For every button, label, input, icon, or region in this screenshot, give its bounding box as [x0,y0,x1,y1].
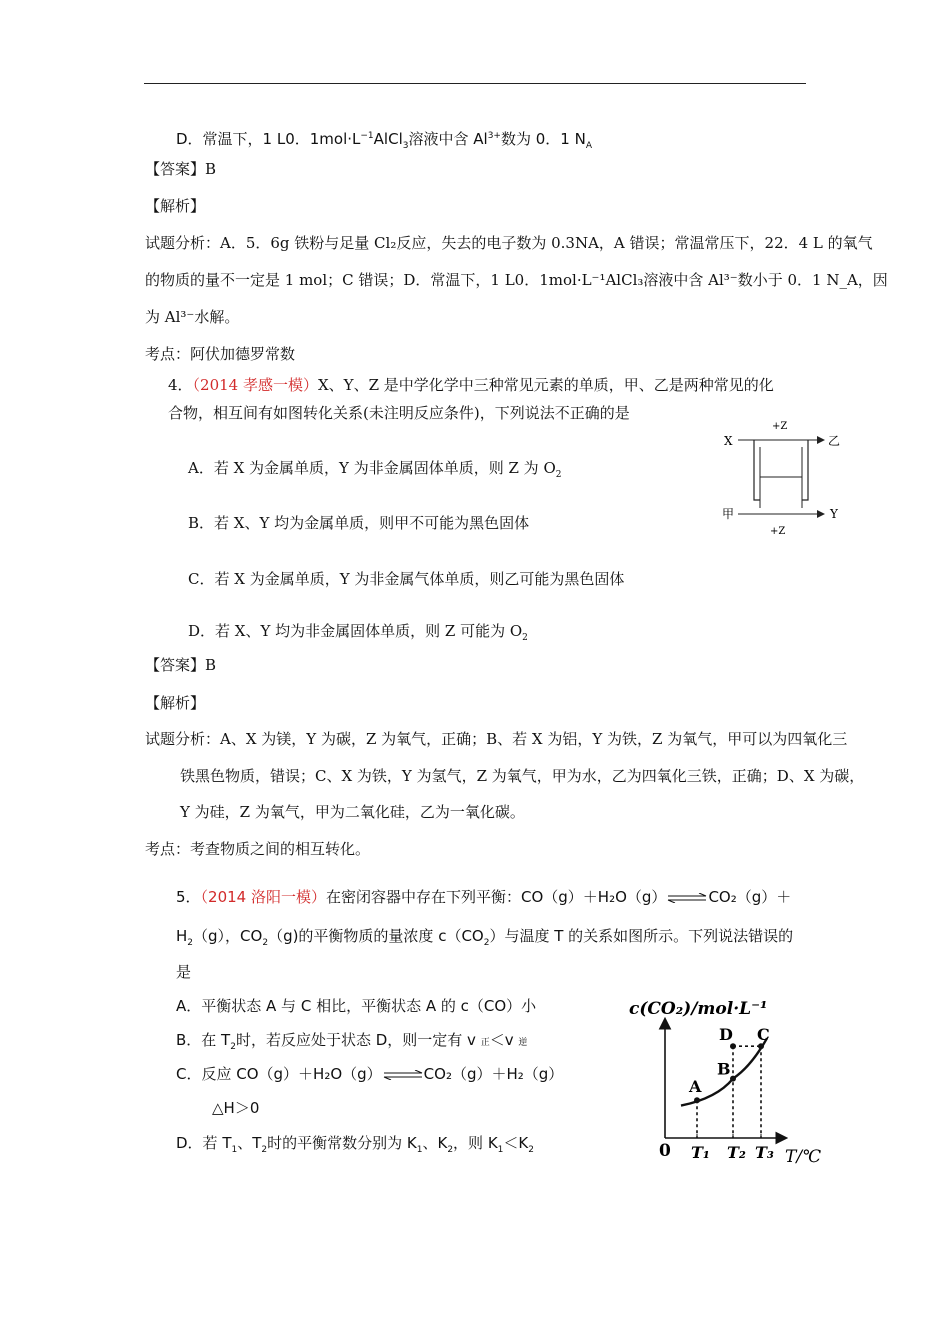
q4-analysis-label: 【解析】 [145,694,206,712]
header-rule [144,83,806,84]
data-point-B [730,1076,736,1082]
point-label-B: B [717,1059,731,1079]
q4-answer-value: B [205,656,217,674]
node-x: X [724,434,733,448]
q5-number: 5． [176,888,201,906]
q5-stem-l1a: 在密闭容器中存在下列平衡：CO（g）＋H₂O（g） [326,888,667,906]
q5-option-c2: CO₂（g）＋H₂（g） [423,1065,564,1083]
origin-label: 0 [659,1141,671,1161]
y-axis-label: c(CO₂)/mol·L⁻¹ [629,999,768,1019]
q5-option-d: D．若 $T_1$、$T_2$时的平衡常数分别为 $K_1$、$K_2$，则 $K_1<K_2$ [176,1134,534,1155]
q5-option-c3: △H＞0 [212,1099,260,1117]
q4-kaodian: 考点：考查物质之间的相互转化。 [145,840,371,858]
q5-option-a: A．平衡状态 A 与 C 相比，平衡状态 A 的 c（CO）小 [176,997,537,1015]
x-tick-label: T₁ [691,1143,710,1162]
analysis-line: 试题分析：A．5．6g 铁粉与足量 Cl₂反应，失去的电子数为 0.3NA，A 错误；常温常压下，22．4 L 的氧气 [145,234,873,252]
q5-source: （2014 洛阳一模） [200,888,326,906]
q5-option-c1: C．反应 CO（g）＋H₂O（g） [176,1065,382,1083]
point-label-D: D [719,1025,733,1045]
q4-option-d: D．若 X、Y 均为非金属固体单质，则 Z 可能为 $O_2$ [188,622,528,643]
q4-analysis-line: Y 为硅，Z 为氧气，甲为二氧化硅，乙为一氧化碳。 [180,803,525,821]
q5-option-b: B．在 $T_2$时，若反应处于状态 D，则一定有 v 正＜v 逆 [176,1031,528,1052]
analysis-label: 【解析】 [145,197,206,215]
q4-stem [168,375,774,395]
q5-stem-l3: 是 [176,963,192,981]
q4-option-b: B．若 X、Y 均为金属单质，则甲不可能为黑色固体 [188,514,530,532]
q4-option-c: C．若 X 为金属单质，Y 为非金属气体单质，则乙可能为黑色固体 [188,570,625,588]
q5-stem-l2: $H_2(g)$，$CO_2(g)$的平衡物质的量浓度 $c(CO_2)$与温度 T 的关系如图所示。下列说法错误的 [176,927,794,948]
equilibrium-arrow-icon [666,893,708,903]
left-bracket [754,440,760,500]
q4-analysis-line: 试题分析：A、X 为镁，Y 为碳，Z 为氧气，正确；B、若 X 为铝，Y 为铁，Z 为氧气，甲可以为四氧化三 [145,730,848,748]
q4-analysis-line: 铁黑色物质，错误；C、X 为铁，Y 为氢气，Z 为氧气，甲为水，乙为四氧化三铁，正确；D、X 为碳， [180,767,865,785]
x-axis-label: T/℃ [785,1147,822,1167]
label-top-z: +Z [772,421,788,432]
answer-value: B [205,160,217,178]
label-bottom-z: +Z [770,526,786,537]
q4-stem-l1: X、Y、Z 是中学化学中三种常见元素的单质，甲、乙是两种常见的化 [318,376,774,394]
node-y: Y [830,507,838,521]
answer-label: 【答案】 [145,160,206,178]
x-tick-label: T₂ [727,1143,746,1162]
point-label-C: C [757,1025,770,1045]
q4-option-a: A．若 X 为金属单质，Y 为非金属固体单质，则 Z 为 $O_2$ [188,459,562,480]
q5-stem-l1 [176,887,791,907]
answer-row [145,159,216,179]
data-point-A [694,1097,700,1103]
prev-option-d: D．常温下，1 L0．$1mol\cdot L^{-1}AlCl_3$溶液中含 $Al^{3+}$数为 0．1 $N_A$ [176,130,592,151]
q4-answer-row [145,655,216,675]
q4-source: （2014 孝感一模） [192,376,318,394]
answer-label: 【答案】 [145,656,206,674]
node-jia: 甲 [722,507,735,521]
q5-stem-l1b: CO₂（g）＋ [708,888,792,906]
q4-number: 4． [168,376,193,394]
right-bracket [802,440,808,500]
node-yi: 乙 [828,434,841,448]
point-label-A: A [689,1077,702,1097]
kaodian: 考点：阿伏加德罗常数 [145,345,296,363]
q4-stem-l2: 合物，相互间有如图转化关系(未注明反应条件)，下列说法不正确的是 [168,404,630,422]
conversion-diagram [716,418,846,543]
equilibrium-arrow-icon [382,1070,424,1080]
q5-option-c [176,1064,563,1084]
x-tick-label: T₃ [755,1143,774,1162]
analysis-line: 为 Al³⁻水解。 [145,308,240,326]
equilibrium-chart [625,990,840,1170]
analysis-line: 的物质的量不一定是 1 mol；C 错误；D．常温下，1 L0．1mol·L⁻¹AlCl₃溶液中含 Al³⁻数小于 0．1 N_A，因 [145,271,888,289]
